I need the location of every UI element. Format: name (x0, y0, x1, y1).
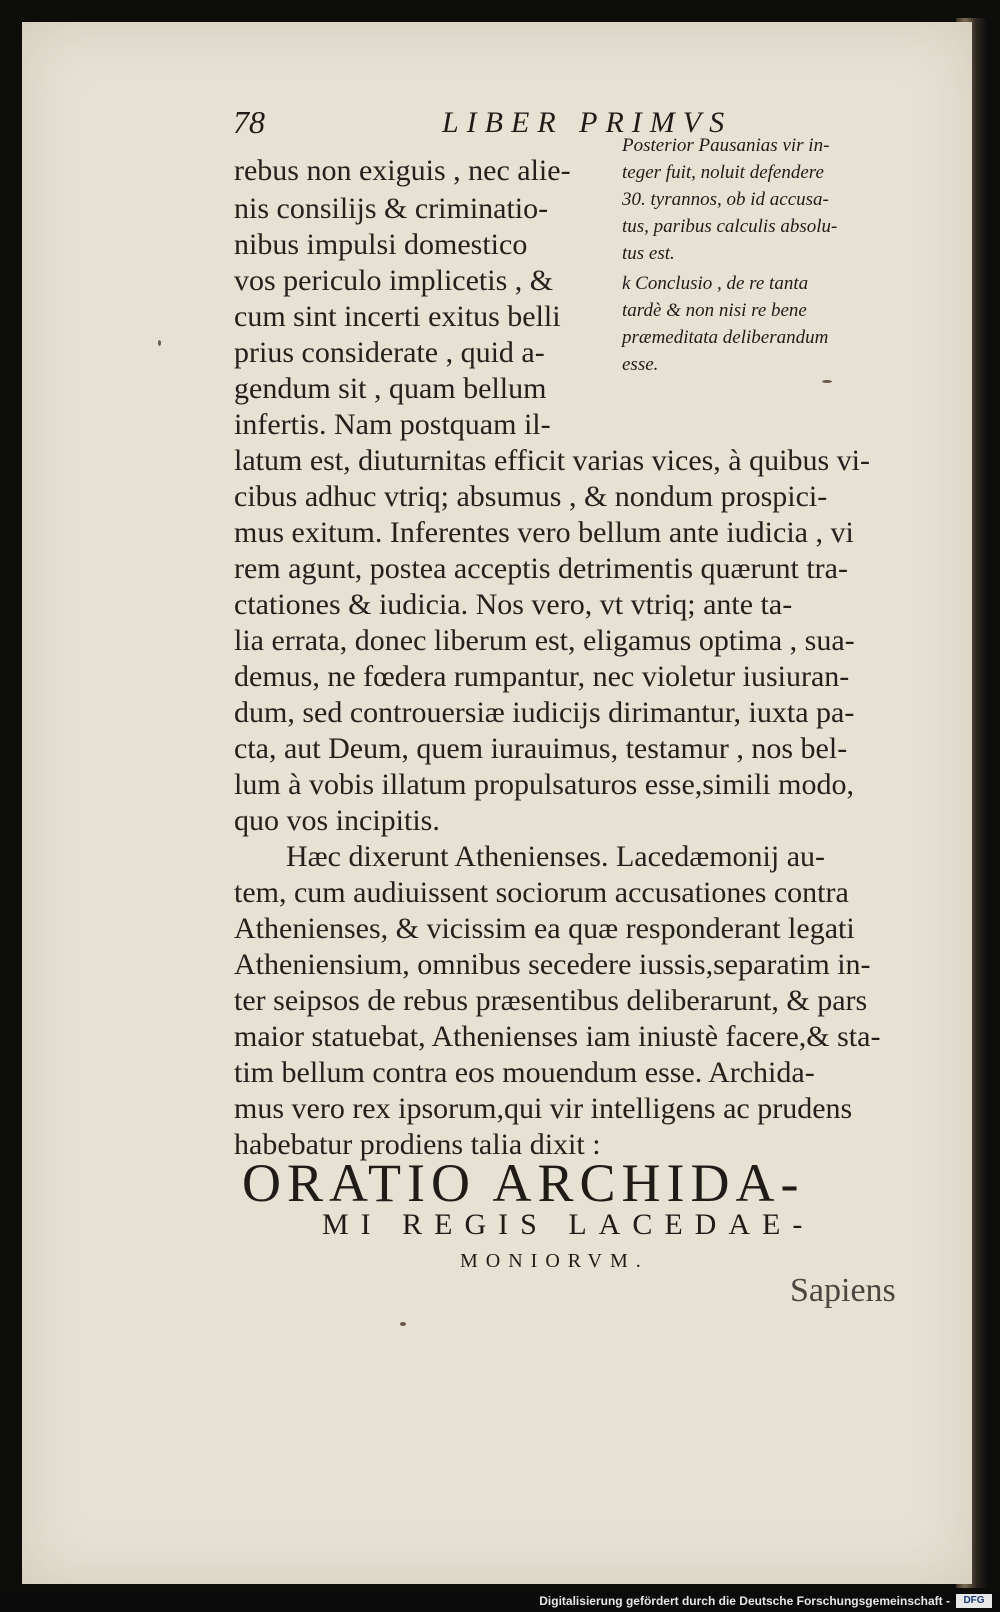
text-line: prius considerate , quid a- (234, 336, 545, 369)
text-line: lum à vobis illatum propulsaturos esse,simili modo, (234, 768, 854, 801)
note-line: tardè & non nisi re bene (622, 300, 807, 321)
catchword: Sapiens (790, 1272, 896, 1309)
text-line: rebus non exiguis , nec alie- (234, 154, 571, 187)
text-line: Hæc dixerunt Athenienses. Lacedæmonij au- (286, 840, 826, 873)
text-line: mus vero rex ipsorum,qui vir intelligens ac prudens (234, 1092, 853, 1125)
page-number: 78 (233, 104, 265, 140)
text-line: rem agunt, postea acceptis detrimentis quærunt tra- (234, 552, 848, 585)
text-line: demus, ne fœdera rumpantur, nec violetur iusiuran- (234, 660, 850, 693)
text-line: nibus impulsi domestico (234, 228, 528, 261)
book-page (22, 22, 972, 1584)
page-header (22, 102, 972, 142)
note-line: esse. (622, 354, 659, 375)
text-line: maior statuebat, Athenienses iam iniustè facere,& sta- (234, 1020, 881, 1053)
text-line: habebatur prodiens talia dixit : (234, 1128, 601, 1161)
text-line: Athenienses, & vicissim ea quæ responderant legati (234, 912, 855, 945)
section-heading-line-3: MONIORVM. (460, 1250, 649, 1272)
note-line: præmeditata deliberandum (622, 327, 829, 348)
text-line: nis consilijs & criminatio- (234, 192, 549, 225)
dfg-logo: DFG (956, 1594, 992, 1608)
text-line: tim bellum contra eos mouendum esse. Archida- (234, 1056, 815, 1089)
text-line: infertis. Nam postquam il- (234, 408, 551, 441)
note-line: teger fuit, noluit defendere (622, 162, 824, 183)
text-line: cta, aut Deum, quem iurauimus, testamur , nos bel- (234, 732, 848, 765)
text-line: lia errata, donec liberum est, eligamus optima , sua- (234, 624, 855, 657)
note-line: tus est. (622, 243, 675, 264)
text-line: quo vos incipitis. (234, 804, 440, 837)
text-line: ter seipsos de rebus præsentibus deliberarunt, & pars (234, 984, 868, 1017)
text-line: cibus adhuc vtriq; absumus , & nondum prospici- (234, 480, 828, 513)
note-line: k Conclusio , de re tanta (622, 273, 809, 294)
text-line: ctationes & iudicia. Nos vero, vt vtriq; ante ta- (234, 588, 793, 621)
note-line: tus, paribus calculis absolu- (622, 216, 838, 237)
section-heading-line-1: ORATIO ARCHIDA- (242, 1153, 805, 1213)
section-heading-line-2: MI REGIS LACEDAE- (322, 1208, 815, 1241)
note-line: 30. tyrannos, ob id accusa- (622, 189, 829, 210)
funding-credit: Digitalisierung gefördert durch die Deutsche Forschungsgemeinschaft - (539, 1594, 950, 1608)
text-line: vos periculo implicetis , & (234, 264, 554, 297)
running-head: LIBER PRIMVS (442, 106, 733, 139)
text-line: dum, sed controuersiæ iudicijs dirimantur, iuxta pa- (234, 696, 855, 729)
text-line: tem, cum audiuissent sociorum accusationes contra (234, 876, 849, 909)
text-line: latum est, diuturnitas efficit varias vices, à quibus vi- (234, 444, 870, 477)
ink-speck (400, 1322, 406, 1326)
ink-speck (822, 380, 832, 383)
ink-speck (158, 340, 161, 346)
note-line: Posterior Pausanias vir in- (622, 135, 830, 156)
text-line: cum sint incerti exitus belli (234, 300, 561, 333)
text-line: mus exitum. Inferentes vero bellum ante iudicia , vi (234, 516, 854, 549)
text-line: gendum sit , quam bellum (234, 372, 547, 405)
text-line: Atheniensium, omnibus secedere iussis,separatim in- (234, 948, 871, 981)
